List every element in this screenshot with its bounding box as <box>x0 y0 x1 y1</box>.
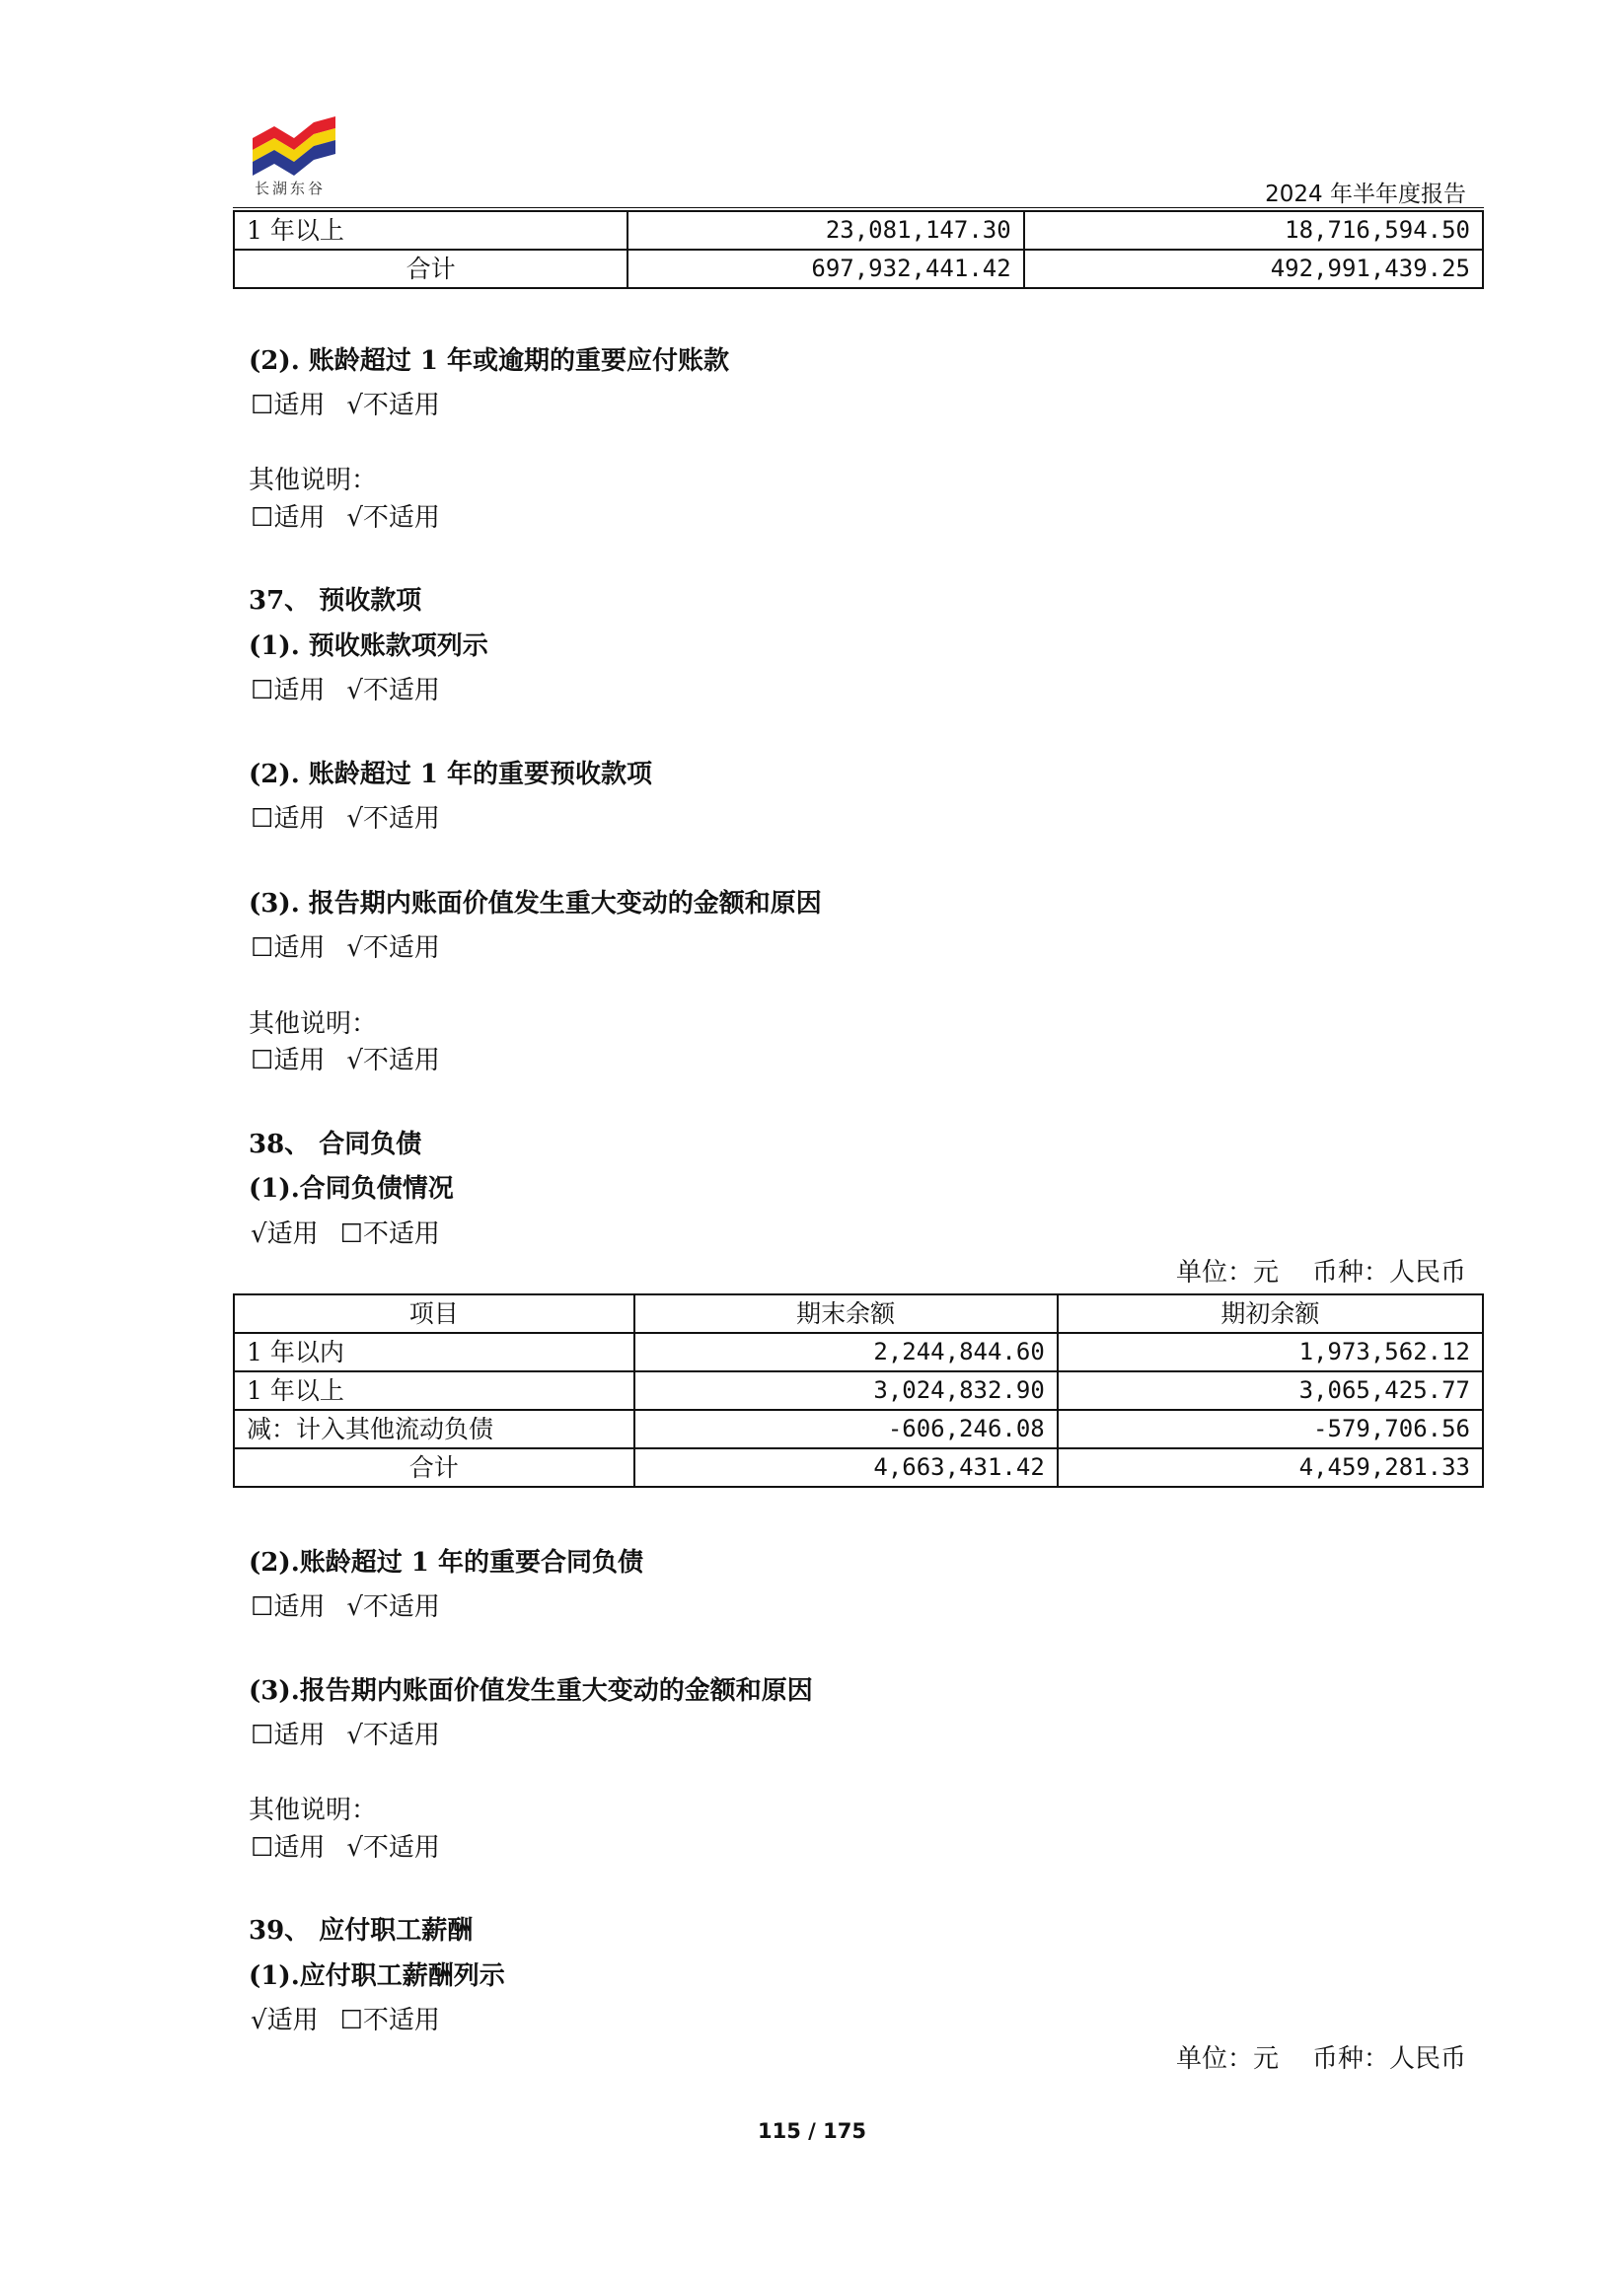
option-line-not-applicable <box>251 674 440 707</box>
option-not-applicable: 不适用 <box>362 2006 440 2035</box>
check-mark-icon: √ <box>346 503 363 533</box>
row-label: 1 年以内 <box>234 1333 634 1371</box>
section-heading: 37、 预收款项 <box>249 586 422 616</box>
option-not-applicable: 不适用 <box>362 1833 440 1863</box>
check-mark-icon: √ <box>346 1721 363 1750</box>
table-row <box>234 1333 1483 1371</box>
unchecked-box-icon: ☐ <box>251 1833 274 1863</box>
subsection-heading: (3). 报告期内账面价值发生重大变动的金额和原因 <box>249 889 822 919</box>
table-row <box>234 1448 1483 1487</box>
payables-aging-table <box>233 210 1484 289</box>
end-balance: 3,024,832.90 <box>634 1371 1058 1410</box>
unchecked-box-icon: ☐ <box>251 676 274 705</box>
unit-line <box>1176 2042 1466 2076</box>
end-balance: -606,246.08 <box>634 1410 1058 1448</box>
end-balance: 2,244,844.60 <box>634 1333 1058 1371</box>
option-applicable: 适用 <box>266 1219 319 1249</box>
option-line-not-applicable <box>251 1719 440 1752</box>
unchecked-box-icon: ☐ <box>339 1219 363 1249</box>
option-not-applicable: 不适用 <box>362 391 440 420</box>
logo-text: 长湖东谷 <box>255 180 327 197</box>
column-header: 期末余额 <box>634 1294 1058 1333</box>
unchecked-box-icon: ☐ <box>251 933 274 963</box>
begin-balance: 4,459,281.33 <box>1058 1448 1483 1487</box>
option-line-not-applicable <box>251 1590 440 1624</box>
end-balance: 23,081,147.30 <box>627 211 1023 250</box>
unit-line <box>1176 1256 1466 1290</box>
option-not-applicable: 不适用 <box>362 1592 440 1622</box>
option-line-not-applicable <box>251 501 440 535</box>
subsection-heading: (2). 账龄超过 1 年的重要预收款项 <box>249 760 652 789</box>
check-mark-icon: √ <box>346 804 363 834</box>
unchecked-box-icon: ☐ <box>339 2006 363 2035</box>
check-mark-icon: √ <box>346 933 363 963</box>
page-number: 115 / 175 <box>758 2119 866 2143</box>
option-applicable: 适用 <box>273 1046 326 1075</box>
begin-balance: -579,706.56 <box>1058 1410 1483 1448</box>
currency-label: 币种：人民币 <box>1311 1258 1466 1288</box>
option-line-not-applicable <box>251 1831 440 1865</box>
column-header: 期初余额 <box>1058 1294 1483 1333</box>
end-balance: 4,663,431.42 <box>634 1448 1058 1487</box>
option-applicable: 适用 <box>273 391 326 420</box>
table-row <box>234 211 1483 250</box>
other-note-label: 其他说明： <box>249 466 378 495</box>
option-line-not-applicable <box>251 1044 440 1077</box>
currency-label: 币种：人民币 <box>1311 2044 1466 2074</box>
column-header: 项目 <box>234 1294 634 1333</box>
check-mark-icon: √ <box>346 1592 363 1622</box>
option-not-applicable: 不适用 <box>362 933 440 963</box>
begin-balance: 492,991,439.25 <box>1024 250 1483 288</box>
subsection-heading: (1).合同负债情况 <box>249 1174 454 1204</box>
table-row <box>234 250 1483 288</box>
unchecked-box-icon: ☐ <box>251 804 274 834</box>
row-label: 1 年以上 <box>234 1371 634 1410</box>
header-divider <box>233 207 1484 208</box>
option-applicable: 适用 <box>273 804 326 834</box>
option-not-applicable: 不适用 <box>362 1046 440 1075</box>
unchecked-box-icon: ☐ <box>251 1721 274 1750</box>
unchecked-box-icon: ☐ <box>251 1592 274 1622</box>
option-not-applicable: 不适用 <box>362 503 440 533</box>
row-label: 1 年以上 <box>234 211 627 250</box>
option-applicable: 适用 <box>273 676 326 705</box>
table-row <box>234 1371 1483 1410</box>
unit-label: 单位：元 <box>1175 1258 1279 1288</box>
check-mark-icon: √ <box>346 391 363 420</box>
contract-liabilities-table <box>233 1293 1484 1488</box>
option-not-applicable: 不适用 <box>362 676 440 705</box>
option-not-applicable: 不适用 <box>362 1219 440 1249</box>
option-applicable: 适用 <box>273 503 326 533</box>
table-row <box>234 1410 1483 1448</box>
check-mark-icon: √ <box>346 676 363 705</box>
subsection-heading: (2).账龄超过 1 年的重要合同负债 <box>249 1548 643 1578</box>
option-line-not-applicable <box>251 389 440 422</box>
subsection-heading: (1).应付职工薪酬列示 <box>249 1961 505 1991</box>
row-label: 合计 <box>234 250 627 288</box>
other-note-label: 其他说明： <box>249 1009 378 1039</box>
begin-balance: 18,716,594.50 <box>1024 211 1483 250</box>
unit-label: 单位：元 <box>1175 2044 1279 2074</box>
option-line-not-applicable <box>251 802 440 836</box>
check-mark-icon: √ <box>251 1219 267 1249</box>
subsection-heading: (1). 预收账款项列示 <box>249 631 488 661</box>
section-heading: 39、 应付职工薪酬 <box>249 1916 474 1946</box>
option-not-applicable: 不适用 <box>362 1721 440 1750</box>
option-applicable: 适用 <box>273 1592 326 1622</box>
unchecked-box-icon: ☐ <box>251 391 274 420</box>
begin-balance: 1,973,562.12 <box>1058 1333 1483 1371</box>
begin-balance: 3,065,425.77 <box>1058 1371 1483 1410</box>
option-line-applicable <box>251 2004 440 2037</box>
unchecked-box-icon: ☐ <box>251 503 274 533</box>
option-applicable: 适用 <box>273 933 326 963</box>
option-applicable: 适用 <box>273 1721 326 1750</box>
option-line-not-applicable <box>251 931 440 965</box>
end-balance: 697,932,441.42 <box>627 250 1023 288</box>
table-header-row <box>234 1294 1483 1333</box>
section-heading: 38、 合同负债 <box>249 1130 422 1159</box>
option-applicable: 适用 <box>273 1833 326 1863</box>
other-note-label: 其他说明： <box>249 1796 378 1825</box>
option-applicable: 适用 <box>266 2006 319 2035</box>
option-not-applicable: 不适用 <box>362 804 440 834</box>
subsection-heading: (3).报告期内账面价值发生重大变动的金额和原因 <box>249 1676 813 1706</box>
option-line-applicable <box>251 1217 440 1251</box>
check-mark-icon: √ <box>346 1833 363 1863</box>
unchecked-box-icon: ☐ <box>251 1046 274 1075</box>
check-mark-icon: √ <box>346 1046 363 1075</box>
report-title: 2024 年半年度报告 <box>1265 182 1466 207</box>
check-mark-icon: √ <box>251 2006 267 2035</box>
section-heading: (2). 账龄超过 1 年或逾期的重要应付账款 <box>249 346 729 376</box>
row-label: 合计 <box>234 1448 634 1487</box>
row-label: 减：计入其他流动负债 <box>234 1410 634 1448</box>
